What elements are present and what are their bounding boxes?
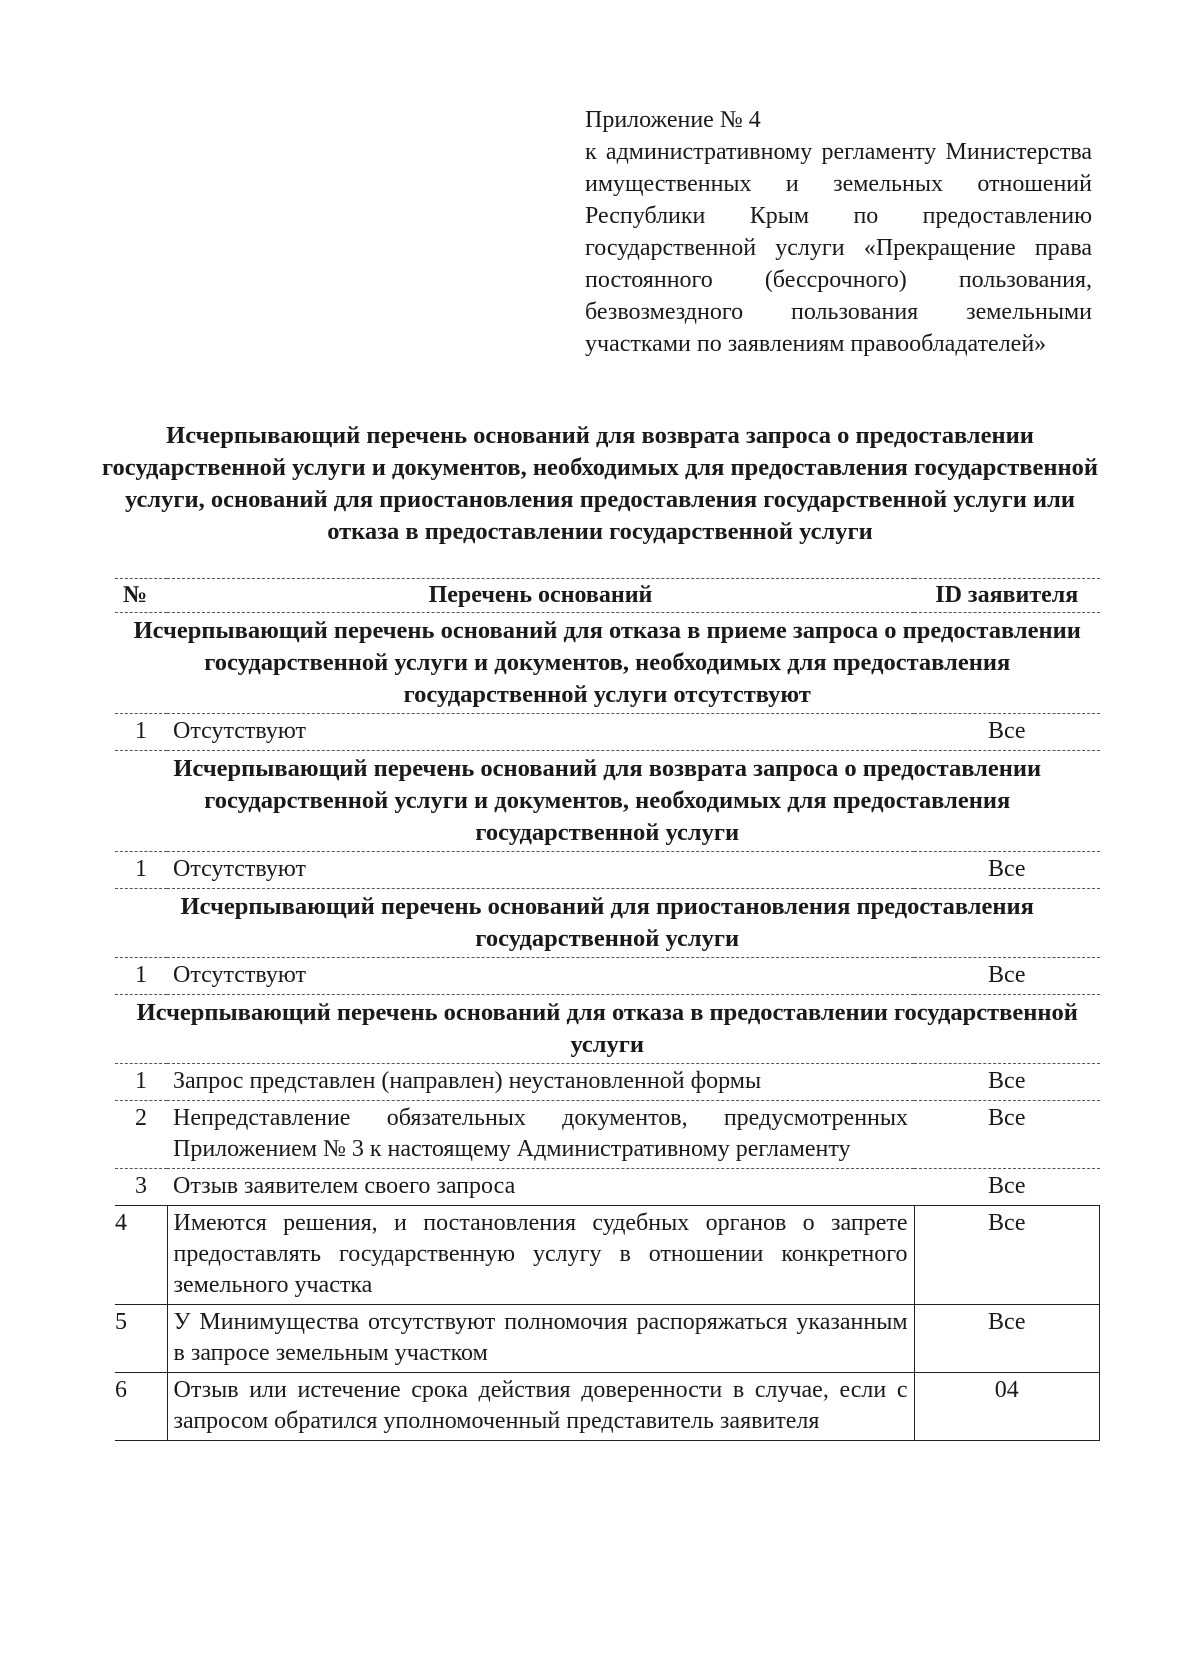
row-text: Непредставление обязательных документов, предусмотренных Приложением № 3 к настоящему Административному регламенту — [167, 1101, 914, 1169]
row-num: 1 — [115, 714, 167, 751]
row-num: 3 — [115, 1169, 167, 1206]
row-applicant-id: Все — [914, 958, 1100, 995]
header-grounds: Перечень оснований — [167, 579, 914, 613]
row-text: Отзыв или истечение срока действия доверенности в случае, если с запросом обратился уполномоченный представитель заявителя — [167, 1373, 914, 1441]
row-num: 1 — [115, 958, 167, 995]
row-text: Отсутствуют — [167, 852, 914, 889]
header-num: № — [115, 579, 167, 613]
table-header-row — [115, 579, 1100, 613]
table-row — [115, 852, 1100, 889]
table-row — [115, 958, 1100, 995]
section-title: Исчерпывающий перечень оснований для приостановления предоставления государственной услуги — [115, 889, 1100, 958]
table-row — [115, 1373, 1100, 1441]
row-applicant-id: Все — [914, 1305, 1100, 1373]
annex-block — [585, 104, 1092, 360]
row-text: Отсутствуют — [167, 958, 914, 995]
annex-text: к административному регламенту Министерства имущественных и земельных отношений Республики Крым по предоставлению государственной услуги «Прекращение права постоянного (бессрочного) пользования, безвозмездного пользования земельными участками по заявлениям правообладателей» — [585, 139, 1092, 357]
section-title: Исчерпывающий перечень оснований для отказа в приеме запроса о предоставлении государственной услуги и документов, необходимых для предоставления государственной услуги отсутствуют — [115, 613, 1100, 714]
table-row — [115, 1169, 1100, 1206]
row-num: 1 — [115, 1064, 167, 1101]
table-row — [115, 1305, 1100, 1373]
row-applicant-id: Все — [914, 852, 1100, 889]
row-num: 1 — [115, 852, 167, 889]
annex-title: Приложение № 4 — [585, 107, 761, 133]
row-applicant-id: Все — [914, 1169, 1100, 1206]
table-row — [115, 1064, 1100, 1101]
row-applicant-id: Все — [914, 1206, 1100, 1305]
row-applicant-id: Все — [914, 1101, 1100, 1169]
row-num: 4 — [115, 1206, 167, 1305]
section-title-row — [115, 751, 1100, 852]
section-title-row — [115, 889, 1100, 958]
row-text: Отзыв заявителем своего запроса — [167, 1169, 914, 1206]
table-row — [115, 1206, 1100, 1305]
row-applicant-id: Все — [914, 1064, 1100, 1101]
section-title-row — [115, 995, 1100, 1064]
section-title: Исчерпывающий перечень оснований для отказа в предоставлении государственной услуги — [115, 995, 1100, 1064]
row-text: Отсутствуют — [167, 714, 914, 751]
section-title: Исчерпывающий перечень оснований для возврата запроса о предоставлении государственной услуги и документов, необходимых для предоставления государственной услуги — [115, 751, 1100, 852]
row-num: 6 — [115, 1373, 167, 1441]
grounds-table — [115, 578, 1100, 1441]
row-text: Запрос представлен (направлен) неустановленной формы — [167, 1064, 914, 1101]
table-row — [115, 714, 1100, 751]
row-text: У Минимущества отсутствуют полномочия распоряжаться указанным в запросе земельным участком — [167, 1305, 914, 1373]
header-applicant-id: ID заявителя — [914, 579, 1100, 613]
row-num: 5 — [115, 1305, 167, 1373]
row-applicant-id: Все — [914, 714, 1100, 751]
section-title-row — [115, 613, 1100, 714]
document-heading: Исчерпывающий перечень оснований для возврата запроса о предоставлении государственной услуги и документов, необходимых для предоставления государственной услуги, оснований для приостановления предоставления государственной услуги или отказа в предоставлении государственной услуги — [102, 422, 1098, 545]
row-text: Имеются решения, и постановления судебных органов о запрете предоставлять государственную услугу в отношении конкретного земельного участка — [167, 1206, 914, 1305]
row-applicant-id: 04 — [914, 1373, 1100, 1441]
row-num: 2 — [115, 1101, 167, 1169]
table-row — [115, 1101, 1100, 1169]
